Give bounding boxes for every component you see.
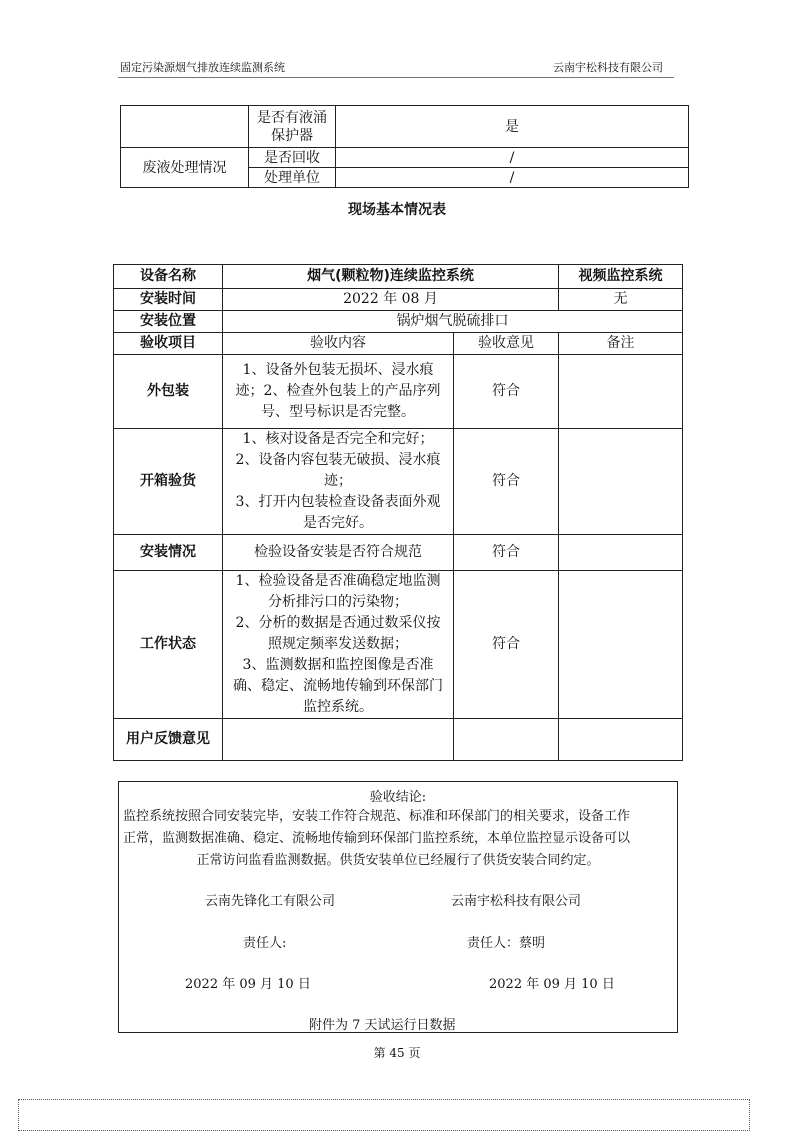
device-name-label: 设备名称	[114, 265, 223, 289]
company-right: 云南宇松科技有限公司	[451, 894, 582, 909]
header-left-title: 固定污染源烟气排放连续监测系统	[120, 61, 285, 74]
conclusion-body	[123, 806, 673, 872]
row-content: 1、核对设备是否完全和完好； 2、设备内容包装无破损、浸水痕迹； 3、打开内包装检查设备表面外观是否完好。	[223, 429, 454, 535]
col-header-remark: 备注	[559, 333, 683, 355]
recycle-label: 是否回收	[249, 148, 336, 168]
date-left: 2022 年 09 月 10 日	[185, 977, 311, 992]
table-row	[114, 429, 683, 535]
conclusion-line: 正常，监测数据准确、稳定、流畅地传输到环保部门监控系统，本单位监控显示设备可以	[123, 831, 631, 846]
device-video: 视频监控系统	[559, 265, 683, 289]
row-content: 1、检验设备是否准确稳定地监测分析排污口的污染物； 2、分析的数据是否通过数采仪按照规定频率发送数据； 3、监测数据和监控图像是否准确、稳定、流畅地传输到环保部门监控系统。	[223, 571, 454, 719]
row-opinion: 符合	[454, 355, 559, 429]
site-info-table	[113, 264, 683, 761]
row-item: 外包装	[114, 355, 223, 429]
attachment-note: 附件为 7 天试运行日数据	[309, 1018, 456, 1033]
row-item: 工作状态	[114, 571, 223, 719]
row-content: 检验设备安装是否符合规范	[223, 535, 454, 571]
row-opinion: 符合	[454, 571, 559, 719]
conclusion-title: 验收结论:	[369, 790, 427, 805]
overflow-protector-value: 是	[336, 106, 689, 148]
conclusion-box	[118, 781, 678, 1033]
row-remark	[559, 535, 683, 571]
col-header-content: 验收内容	[223, 333, 454, 355]
row-content: 1、设备外包装无损坏、浸水痕迹；2、检查外包装上的产品序列号、型号标识是否完整。	[223, 355, 454, 429]
table-row	[114, 571, 683, 719]
row-remark	[559, 429, 683, 535]
row-item: 开箱验货	[114, 429, 223, 535]
row-remark	[559, 355, 683, 429]
section-title: 现场基本情况表	[348, 202, 446, 218]
col-header-opinion: 验收意见	[454, 333, 559, 355]
row-content	[223, 719, 454, 761]
row-remark	[559, 719, 683, 761]
row-item: 用户反馈意见	[114, 719, 223, 761]
row-item: 安装情况	[114, 535, 223, 571]
conclusion-line: 正常访问监看监测数据。供货安装单位已经履行了供货安装合同约定。	[196, 853, 600, 868]
install-time-label: 安装时间	[114, 289, 223, 311]
recycle-value: /	[336, 148, 689, 168]
table-row	[114, 719, 683, 761]
overflow-protector-label: 是否有液涌保护器	[249, 106, 336, 148]
row-opinion: 符合	[454, 535, 559, 571]
row-opinion	[454, 719, 559, 761]
page-number: 第 45 页	[373, 1046, 421, 1060]
install-time-video: 无	[559, 289, 683, 311]
responsible-left: 责任人:	[243, 936, 287, 951]
row-opinion: 符合	[454, 429, 559, 535]
date-right: 2022 年 09 月 10 日	[489, 977, 615, 992]
waste-liquid-label: 废液处理情况	[121, 148, 249, 188]
blank-cell	[121, 106, 249, 148]
install-location-label: 安装位置	[114, 311, 223, 333]
install-location-value: 锅炉烟气脱硫排口	[223, 311, 683, 333]
table-row	[114, 355, 683, 429]
row-remark	[559, 571, 683, 719]
device-cems: 烟气(颗粒物)连续监控系统	[223, 265, 559, 289]
disposal-unit-value: /	[336, 168, 689, 188]
company-left: 云南先锋化工有限公司	[205, 894, 336, 909]
disposal-unit-label: 处理单位	[249, 168, 336, 188]
bottom-frame	[18, 1099, 750, 1131]
header-right-company: 云南宇松科技有限公司	[553, 61, 663, 74]
header-divider	[118, 77, 674, 78]
waste-liquid-table	[120, 105, 689, 188]
table-row	[114, 535, 683, 571]
install-time-cems: 2022 年 08 月	[223, 289, 559, 311]
col-header-item: 验收项目	[114, 333, 223, 355]
conclusion-line: 监控系统按照合同安装完毕，安装工作符合规范、标准和环保部门的相关要求，设备工作	[123, 809, 631, 824]
responsible-right: 责任人：蔡明	[467, 936, 546, 951]
